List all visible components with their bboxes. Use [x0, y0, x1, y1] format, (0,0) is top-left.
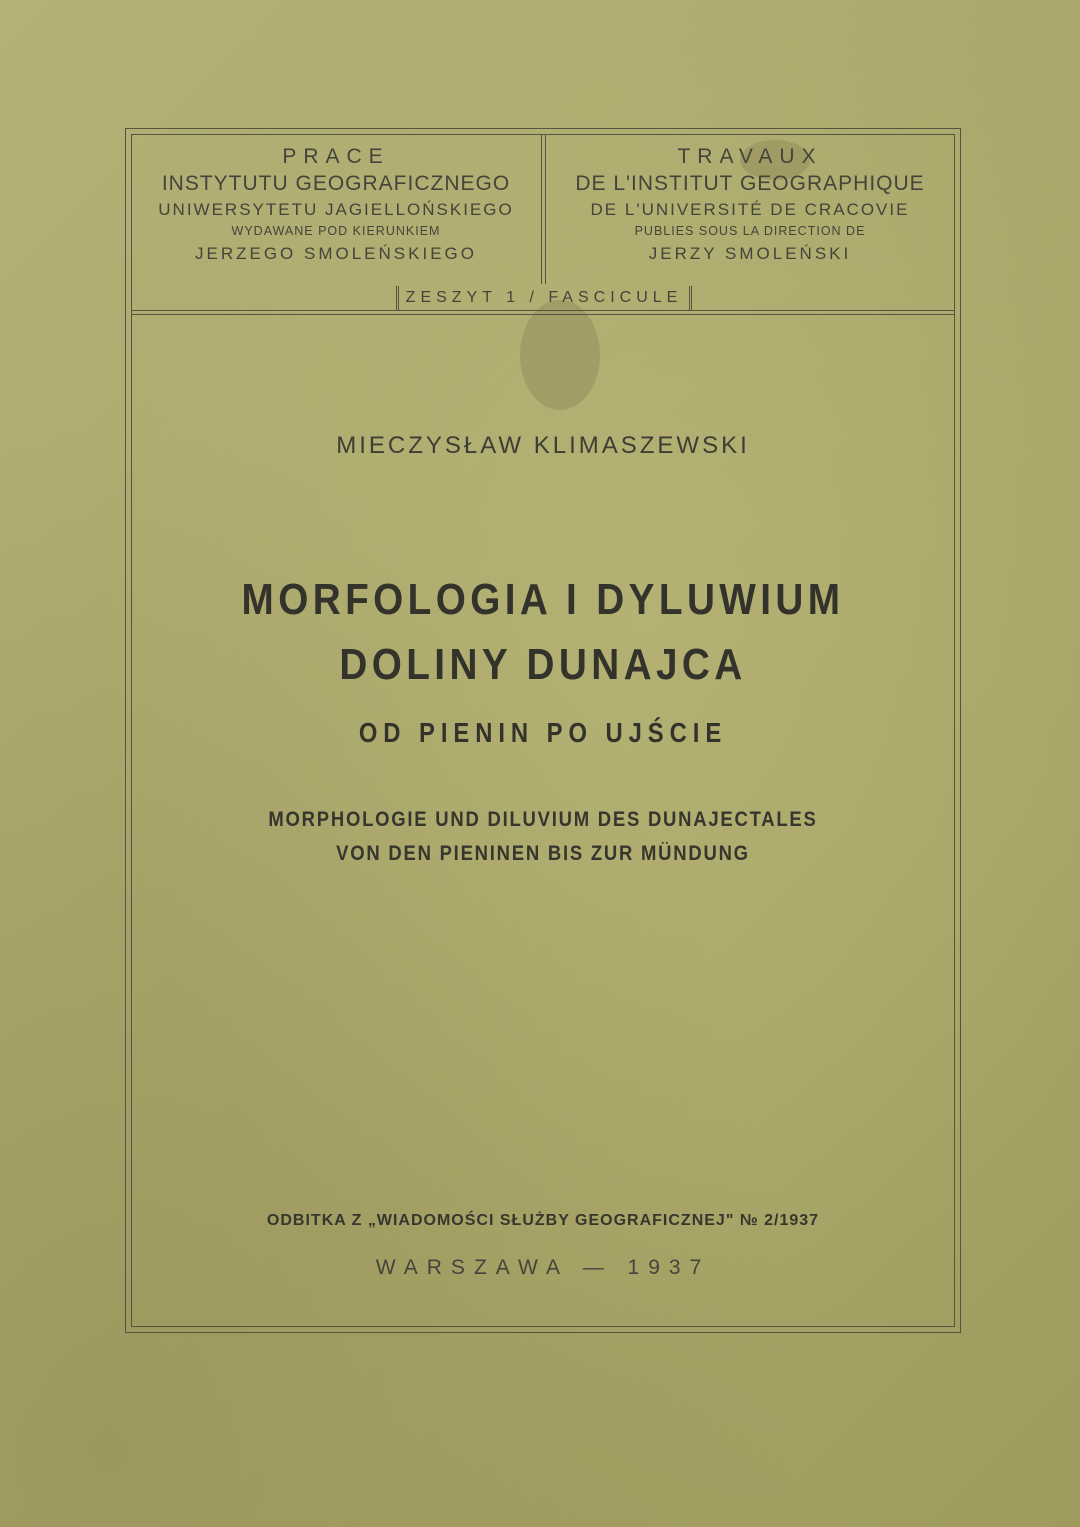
editor-note-fr: PUBLIES SOUS LA DIRECTION DE — [634, 224, 866, 238]
header-right-block — [550, 146, 950, 262]
editor-name-pl: JERZEGO SMOLEŃSKIEGO — [195, 243, 477, 263]
series-label-fr: TRAVAUX — [677, 145, 823, 168]
subtitle: OD PIENIN PO UJŚCIE — [358, 717, 728, 748]
column-divider — [545, 134, 546, 284]
column-divider — [541, 134, 542, 284]
german-title-line2: VON DEN PIENINEN BIS ZUR MÜNDUNG — [336, 842, 750, 865]
university-name-pl: UNIWERSYTETU JAGIELLOŃSKIEGO — [158, 200, 514, 219]
fascicle-number: ZESZYT 1 / FASCICULE — [396, 286, 692, 310]
header-divider — [131, 310, 955, 311]
offprint-note: ODBITKA Z „WIADOMOŚCI SŁUŻBY GEOGRAFICZNEJ" № 2/1937 — [266, 1212, 820, 1229]
place-and-year: WARSZAWA — 1937 — [375, 1256, 711, 1279]
university-name-fr: DE L'UNIVERSITÉ DE CRACOVIE — [590, 200, 910, 219]
main-title-line1: MORFOLOGIA I DYLUWIUM — [241, 575, 845, 624]
header-left-block — [136, 146, 536, 262]
series-label-pl: PRACE — [282, 145, 390, 168]
author-name: MIECZYSŁAW KLIMASZEWSKI — [336, 432, 750, 459]
editor-note-pl: WYDAWANE POD KIERUNKIEM — [231, 224, 441, 238]
institute-name-fr: DE L'INSTITUT GEOGRAPHIQUE — [575, 172, 925, 195]
header-divider — [131, 314, 955, 315]
institute-name-pl: INSTYTUTU GEOGRAFICZNEGO — [161, 172, 511, 195]
editor-name-fr: JERZY SMOLEŃSKI — [648, 243, 852, 263]
main-title-line2: DOLINY DUNAJCA — [339, 640, 747, 689]
german-title-line1: MORPHOLOGIE UND DILUVIUM DES DUNAJECTALES — [268, 808, 818, 831]
